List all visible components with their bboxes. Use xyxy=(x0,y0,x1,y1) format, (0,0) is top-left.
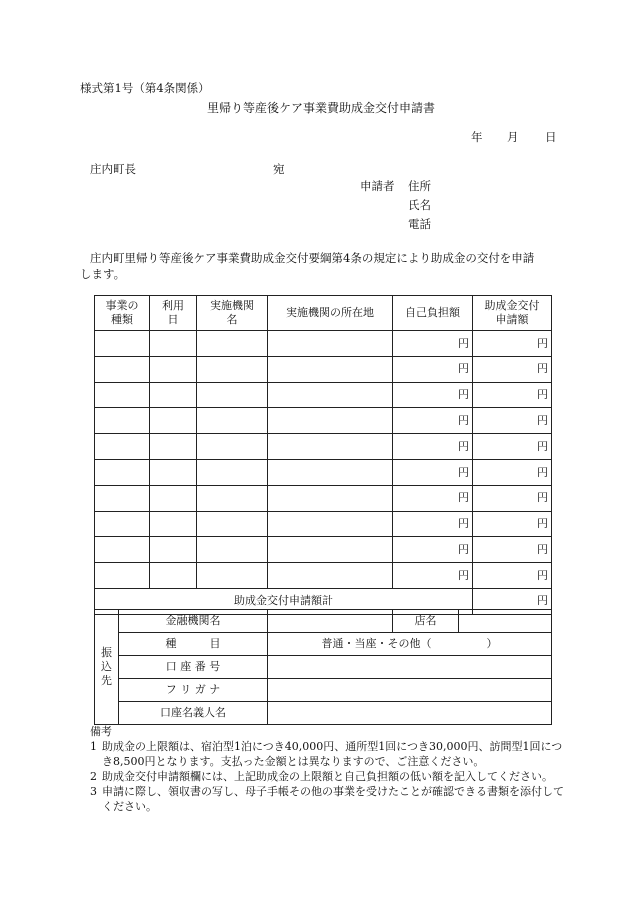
header-provider-name: 実施機関 名 xyxy=(197,296,268,331)
cell-use-date[interactable] xyxy=(150,511,197,537)
account-holder-label: 口座名義人名 xyxy=(119,702,268,725)
address-label: 住所 xyxy=(408,179,431,193)
institution-label: 金融機関名 xyxy=(119,610,268,633)
cell-service-type[interactable] xyxy=(95,537,150,563)
cell-service-type[interactable] xyxy=(95,563,150,589)
cell-use-date[interactable] xyxy=(150,382,197,408)
cell-service-type[interactable] xyxy=(95,485,150,511)
cell-provider-address[interactable] xyxy=(268,408,393,434)
bank-section-label: 振 込 先 xyxy=(95,610,119,725)
cell-provider-name[interactable] xyxy=(197,434,268,460)
cell-self-pay[interactable]: 円 xyxy=(393,485,473,511)
cell-provider-name[interactable] xyxy=(197,511,268,537)
cell-provider-address[interactable] xyxy=(268,434,393,460)
total-amount[interactable]: 円 xyxy=(473,588,552,614)
cell-provider-name[interactable] xyxy=(197,408,268,434)
table-row xyxy=(95,537,552,563)
cell-grant[interactable]: 円 xyxy=(473,408,552,434)
cell-provider-address[interactable] xyxy=(268,356,393,382)
cell-self-pay[interactable]: 円 xyxy=(393,537,473,563)
cell-provider-address[interactable] xyxy=(268,511,393,537)
cell-provider-address[interactable] xyxy=(268,563,393,589)
cell-provider-address[interactable] xyxy=(268,485,393,511)
institution-input[interactable] xyxy=(268,610,393,633)
cell-use-date[interactable] xyxy=(150,434,197,460)
cell-use-date[interactable] xyxy=(150,563,197,589)
table-row xyxy=(95,485,552,511)
cell-use-date[interactable] xyxy=(150,485,197,511)
cell-self-pay[interactable]: 円 xyxy=(393,511,473,537)
cell-grant[interactable]: 円 xyxy=(473,537,552,563)
notes-heading: 備考 xyxy=(90,725,112,738)
expense-table xyxy=(94,295,552,615)
cell-grant[interactable]: 円 xyxy=(473,511,552,537)
account-type-options[interactable]: 普通・当座・その他（ ） xyxy=(268,633,552,656)
cell-grant[interactable]: 円 xyxy=(473,434,552,460)
cell-service-type[interactable] xyxy=(95,356,150,382)
cell-self-pay[interactable]: 円 xyxy=(393,356,473,382)
cell-provider-name[interactable] xyxy=(197,382,268,408)
table-row xyxy=(95,459,552,485)
total-label: 助成金交付申請額計 xyxy=(95,588,473,614)
cell-service-type[interactable] xyxy=(95,382,150,408)
furigana-label: フ リ ガ ナ xyxy=(119,679,268,702)
cell-provider-address[interactable] xyxy=(268,331,393,357)
note-item: 2 助成金交付申請額欄には、上記助成金の上限額と自己負担額の低い額を記入してください。 xyxy=(90,770,553,783)
note-item: 3 申請に際し、領収書の写し、母子手帳その他の事業を受けたことが確認できる書類を添付してください。 xyxy=(90,785,564,813)
cell-provider-name[interactable] xyxy=(197,563,268,589)
cell-provider-address[interactable] xyxy=(268,537,393,563)
cell-use-date[interactable] xyxy=(150,459,197,485)
table-row xyxy=(95,356,552,382)
form-title: 里帰り等産後ケア事業費助成金交付申請書 xyxy=(207,101,436,115)
table-row xyxy=(95,434,552,460)
header-service-type: 事業の 種類 xyxy=(95,296,150,331)
note-item: 1 助成金の上限額は、宿泊型1泊につき40,000円、通所型1回につき30,000円、訪問型1回につき8,500円となります。支払った金額とは異なりますので、ご注意ください。 xyxy=(90,740,563,768)
cell-service-type[interactable] xyxy=(95,408,150,434)
furigana-input[interactable] xyxy=(268,679,552,702)
cell-provider-name[interactable] xyxy=(197,537,268,563)
cell-service-type[interactable] xyxy=(95,511,150,537)
header-grant-amount: 助成金交付 申請額 xyxy=(473,296,552,331)
date-day-label: 日 xyxy=(545,130,557,144)
cell-use-date[interactable] xyxy=(150,331,197,357)
cell-grant[interactable]: 円 xyxy=(473,382,552,408)
cell-self-pay[interactable]: 円 xyxy=(393,382,473,408)
addressee: 庄内町長 xyxy=(90,162,136,176)
cell-grant[interactable]: 円 xyxy=(473,331,552,357)
applicant-label: 申請者 xyxy=(360,179,395,193)
account-type-label: 種 目 xyxy=(119,633,268,656)
cell-service-type[interactable] xyxy=(95,459,150,485)
cell-provider-address[interactable] xyxy=(268,459,393,485)
header-use-date: 利用 日 xyxy=(150,296,197,331)
table-row xyxy=(95,511,552,537)
cell-grant[interactable]: 円 xyxy=(473,563,552,589)
date-year-label: 年 xyxy=(471,130,483,144)
body-text-line1: 庄内町里帰り等産後ケア事業費助成金交付要綱第4条の規定により助成金の交付を申請 xyxy=(90,251,535,265)
cell-service-type[interactable] xyxy=(95,331,150,357)
addressee-suffix: 宛 xyxy=(273,162,285,176)
phone-label: 電話 xyxy=(408,217,431,231)
cell-provider-name[interactable] xyxy=(197,459,268,485)
body-text-line2: します。 xyxy=(80,267,126,281)
account-holder-input[interactable] xyxy=(268,702,552,725)
cell-grant[interactable]: 円 xyxy=(473,356,552,382)
cell-grant[interactable]: 円 xyxy=(473,459,552,485)
cell-self-pay[interactable]: 円 xyxy=(393,563,473,589)
header-provider-address: 実施機関の所在地 xyxy=(268,296,393,331)
table-row xyxy=(95,408,552,434)
branch-input[interactable] xyxy=(459,610,552,633)
cell-service-type[interactable] xyxy=(95,434,150,460)
cell-self-pay[interactable]: 円 xyxy=(393,408,473,434)
name-label: 氏名 xyxy=(408,198,431,212)
cell-provider-name[interactable] xyxy=(197,485,268,511)
cell-provider-address[interactable] xyxy=(268,382,393,408)
form-number: 様式第1号（第4条関係） xyxy=(80,81,210,95)
cell-self-pay[interactable]: 円 xyxy=(393,459,473,485)
notes-section xyxy=(90,724,570,814)
bank-transfer-table xyxy=(94,609,552,725)
table-row xyxy=(95,331,552,357)
cell-use-date[interactable] xyxy=(150,537,197,563)
cell-use-date[interactable] xyxy=(150,356,197,382)
branch-label: 店名 xyxy=(393,610,459,633)
cell-grant[interactable]: 円 xyxy=(473,485,552,511)
account-number-label: 口 座 番 号 xyxy=(119,656,268,679)
table-row xyxy=(95,563,552,589)
cell-provider-name[interactable] xyxy=(197,356,268,382)
cell-use-date[interactable] xyxy=(150,408,197,434)
cell-self-pay[interactable]: 円 xyxy=(393,434,473,460)
cell-self-pay[interactable]: 円 xyxy=(393,331,473,357)
date-month-label: 月 xyxy=(507,130,519,144)
account-number-input[interactable] xyxy=(268,656,552,679)
cell-provider-name[interactable] xyxy=(197,331,268,357)
table-row xyxy=(95,382,552,408)
header-self-pay: 自己負担額 xyxy=(393,296,473,331)
